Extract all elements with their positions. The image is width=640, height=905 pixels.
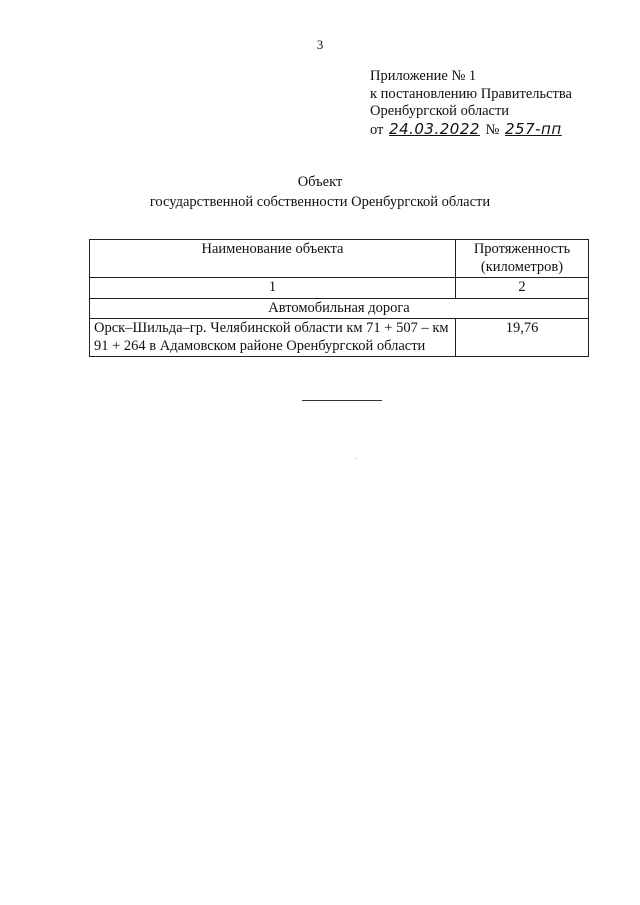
number-prefix: № [485,121,500,138]
title-line-2: государственной собственности Оренбургской области [149,194,491,210]
annex-block [370,68,572,139]
column-number-row [90,278,589,299]
document-title [0,172,640,212]
table-header-row [90,240,589,278]
annex-resolution: к постановлению Правительства [370,85,572,102]
scan-speck [355,458,356,459]
section-row [90,298,589,319]
object-name: Орск–Шильда–гр. Челябинской области км 71 + 507 – км 91 + 264 в Адамовском районе Оренбургской области [90,319,456,357]
section-label: Автомобильная дорога [90,298,589,319]
annex-date-line [370,121,572,140]
column-number-2: 2 [456,278,589,299]
handwritten-number: 257-пп [505,119,562,138]
table-row [90,319,589,357]
column-number-1: 1 [90,278,456,299]
title-line-1: Объект [297,174,343,190]
end-divider [302,400,382,401]
header-name: Наименование объекта [90,240,456,278]
page-number: 3 [316,37,324,52]
object-length: 19,76 [456,319,589,357]
annex-region: Оренбургской области [370,103,510,119]
handwritten-date: 24.03.2022 [389,119,480,138]
date-prefix: от [370,121,384,138]
objects-table [89,239,589,357]
header-length: Протяженность (километров) [456,240,589,278]
annex-title: Приложение № 1 [370,68,477,84]
